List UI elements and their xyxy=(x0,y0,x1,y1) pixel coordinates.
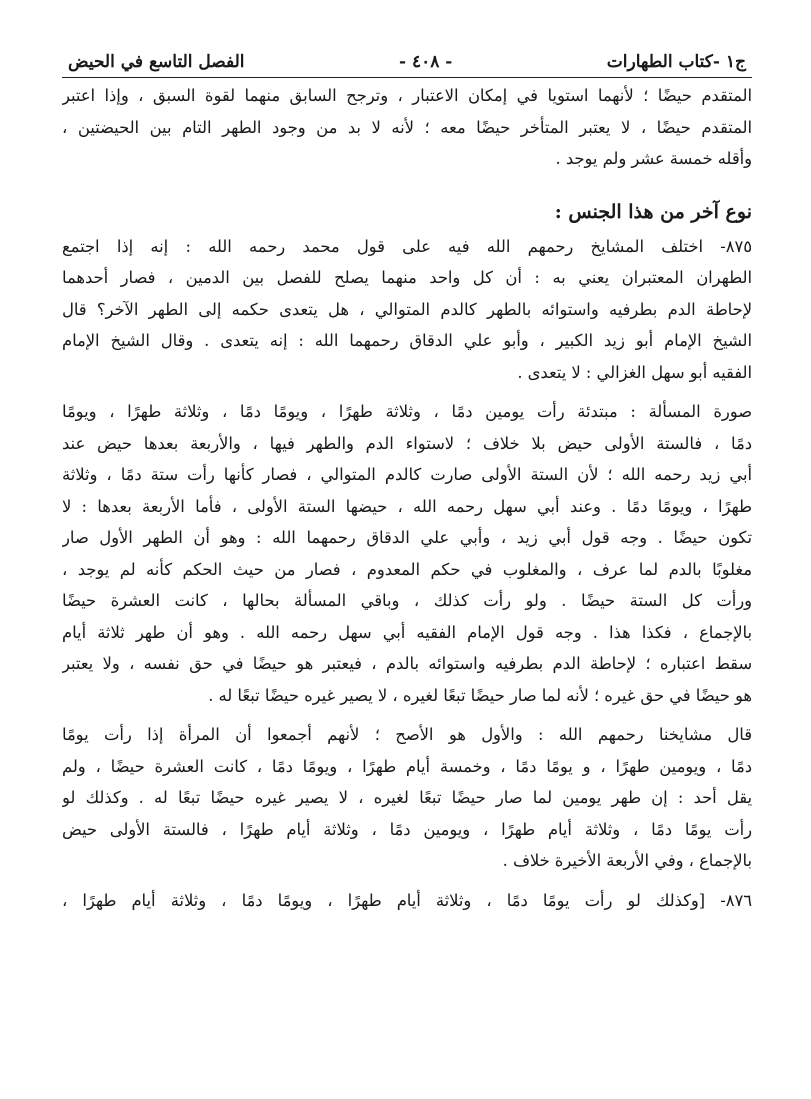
volume-book-label: ج١ -كتاب الطهارات xyxy=(606,52,746,72)
text-line: الفقيه أبو سهل الغزالي : لا يتعدى . xyxy=(517,362,752,382)
text-line: رأت يومًا دمًا ، وثلاثة أيام طهرًا ، ويومين دمًا ، وثلاثة أيام طهرًا ، فالستة الأولى حيض xyxy=(62,819,752,839)
text-line: يقل أحد : إن طهر يومين لما صار حيضًا تبعًا لغيره ، لا يصير غيره حيضًا تبعًا له . وكذلك لو xyxy=(62,788,752,807)
text-line: سقط اعتباره ؛ لإحاطة الدم بطرفيه واستوائه بالدم ، فيعتبر هو حيضًا في حق نفسه ، ولا يعتبر xyxy=(62,654,752,673)
text-line: بالإجماع ، وفي الأربعة الأخيرة خلاف . xyxy=(502,851,752,870)
text-line: هو حيضًا في حق غيره ؛ لأنه لما صار حيضًا تبعًا لغيره ، لا يصير غيره حيضًا تبعًا له . xyxy=(208,685,752,705)
text-line: لإحاطة الدم بطرفيه واستوائه بالطهر كالدم المتوالي ، هل يتعدى حكمه إلى الطهر الآخر؟ قال xyxy=(62,299,752,319)
text-line: المتقدم حيضًا ؛ لأنهما استويا في إمكان الاعتبار ، وترجح السابق منهما لقوة السبق ، وإذا اعتبر xyxy=(62,86,752,105)
text-line: الطهران المعتبران يعني به : أن كل واحد منهما يصلح للفصل بين الدمين ، فصار أحدهما xyxy=(62,268,752,287)
running-header xyxy=(62,52,752,78)
text-line: بالإجماع ، فكذا هذا . وجه قول الإمام الفقيه أبي سهل رحمه الله . وهو أن طهر ثلاثة أيام xyxy=(62,622,752,642)
text-line: صورة المسألة : مبتدئة رأت يومين دمًا ، وثلاثة طهرًا ، ويومًا دمًا ، وثلاثة طهرًا ، ويومًا xyxy=(62,402,752,421)
text-line: ٨٧٥- اختلف المشايخ رحمهم الله فيه على قول محمد رحمه الله : إنه إذا اجتمع xyxy=(62,236,752,256)
paragraph-continuation xyxy=(62,78,752,175)
text-line: دمًا ، ويومين طهرًا ، و يومًا دمًا ، وخمسة أيام طهرًا ، ويومًا دمًا ، كانت العشرة حيضًا ، ولم xyxy=(62,756,752,776)
text-line: أبي زيد رحمه الله ؛ لأن الستة الأولى صارت كالدم المتوالي ، فصار كأنها رأت ستة دمًا ، وثلاثة xyxy=(62,465,752,484)
paragraph-876 xyxy=(62,883,752,917)
text-line: وأقله خمسة عشر ولم يوجد . xyxy=(555,149,752,168)
text-line: المتقدم حيضًا ، لا يعتبر المتأخر حيضًا معه ؛ لأنه لا بد من وجود الطهر التام بين الحيضتين ، xyxy=(62,117,752,137)
chapter-title: الفصل التاسع في الحيض xyxy=(68,52,245,72)
text-line: دمًا ، فالستة الأولى حيض بلا خلاف ؛ لاستواء الدم والطهر فيها ، والأربعة بعدها حيض عند xyxy=(62,433,752,453)
paragraph-case xyxy=(62,394,752,711)
text-line: طهرًا ، ويومًا دمًا . وعند أبي سهل رحمه الله ، حيضها الستة الأولى ، فأما الأربعة بعدها : لا xyxy=(62,496,752,516)
text-line: مغلوبًا بالدم لما عرف ، والمغلوب في حكم المعدوم ، فصار من حيث الحكم كأنه لم يوجد ، xyxy=(62,559,752,579)
paragraph-scholars xyxy=(62,717,752,877)
text-line: تكون حيضًا . وجه قول أبي زيد ، وأبي علي الدقاق رحمهما الله : وهو أن الطهر الأول صار xyxy=(62,528,752,547)
text-line: الشيخ الإمام أبو زيد الكبير ، وأبو علي الدقاق رحمهما الله : إنه يتعدى . وقال الشيخ الإمام xyxy=(62,331,752,350)
section-heading: نوع آخر من هذا الجنس : xyxy=(554,200,752,223)
page-number: - ٤٠٨ - xyxy=(398,52,453,72)
text-line: ورأت كل الستة حيضًا . ولو رأت كذلك ، وباقي المسألة بحالها ، كانت العشرة حيضًا xyxy=(62,591,752,610)
paragraph-875 xyxy=(62,229,752,389)
text-line: ٨٧٦- [وكذلك لو رأت يومًا دمًا ، وثلاثة أيام طهرًا ، ويومًا دمًا ، وثلاثة أيام طهرًا ، xyxy=(62,890,752,910)
text-line: قال مشايخنا رحمهم الله : والأول هو الأصح ؛ لأنهم أجمعوا أن المرأة إذا رأت يومًا xyxy=(62,725,752,744)
book-page xyxy=(62,52,752,916)
